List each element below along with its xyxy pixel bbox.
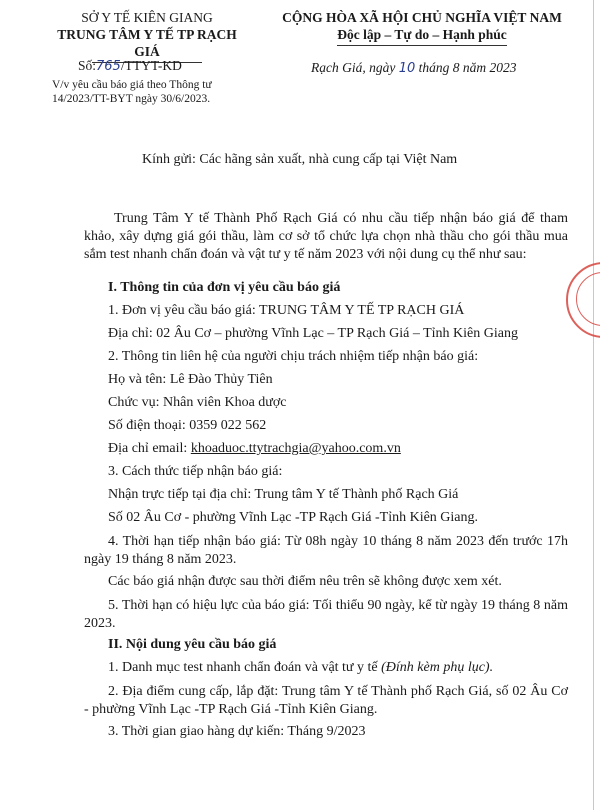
seal-inner-ring — [576, 272, 600, 326]
section-2-item-1-attachment: (Đính kèm phụ lục). — [381, 660, 494, 675]
email-label: Địa chỉ email: — [108, 441, 191, 456]
section-2-item-3: 3. Thời gian giao hàng dự kiến: Tháng 9/2023 — [108, 724, 366, 739]
date-day-handwritten: 10 — [398, 61, 416, 76]
issuer-name: TRUNG TÂM Y TẾ TP RẠCH GIÁ — [57, 27, 237, 59]
document-subject — [52, 78, 212, 106]
national-motto: Độc lập – Tự do – Hạnh phúc — [337, 27, 507, 42]
doc-number-handwritten: 765 — [96, 59, 121, 74]
date-before: Rạch Giá, ngày — [311, 60, 399, 75]
section-1-item-2: 2. Thông tin liên hệ của người chịu trách nhiệm tiếp nhận báo giá: — [108, 349, 479, 364]
subject-line-1: V/v yêu cầu báo giá theo Thông tư — [52, 79, 212, 91]
national-header — [274, 9, 570, 46]
subject-line-2: 14/2023/TT-BYT ngày 30/6/2023. — [52, 93, 211, 105]
section-2-item-1 — [108, 660, 493, 676]
contact-email — [108, 441, 401, 457]
section-1-item-1: 1. Đơn vị yêu cầu báo giá: TRUNG TÂM Y TẾ TP RẠCH GIÁ — [108, 303, 465, 318]
section-2-item-1-text: 1. Danh mục test nhanh chẩn đoán và vật tư y tế — [108, 660, 382, 675]
contact-phone: Số điện thoại: 0359 022 562 — [108, 418, 267, 433]
requester-address: Địa chỉ: 02 Âu Cơ – phường Vĩnh Lạc – TP Rạch Giá – Tỉnh Kiên Giang — [108, 326, 518, 341]
date-after: tháng 8 năm 2023 — [415, 60, 517, 75]
doc-number-suffix: /TTYT-KD — [120, 58, 182, 73]
intro-paragraph: Trung Tâm Y tế Thành Phố Rạch Giá có nhu cầu tiếp nhận báo giá để tham khảo, xây dựng giá gói thầu, làm cơ sở tổ chức lựa chọn nhà thầu cho gói thầu mua sắm test nhanh chẩn đoán và vật tư y tế năm 2023 với nội dung cụ thể như sau: — [84, 211, 568, 262]
issuer-department: SỞ Y TẾ KIÊN GIANG — [81, 10, 213, 25]
document-number — [78, 58, 182, 74]
receive-method-1: Nhận trực tiếp tại địa chỉ: Trung tâm Y tế Thành phố Rạch Giá — [108, 487, 459, 502]
contact-position: Chức vụ: Nhân viên Khoa dược — [108, 395, 287, 410]
contact-name: Họ và tên: Lê Đào Thủy Tiên — [108, 372, 273, 387]
salutation: Kính gửi: Các hãng sản xuất, nhà cung cấp tại Việt Nam — [142, 152, 458, 167]
receive-method-2: Số 02 Âu Cơ - phường Vĩnh Lạc -TP Rạch Giá -Tỉnh Kiên Giang. — [108, 510, 479, 525]
motto-underline — [337, 45, 507, 46]
section-1-item-5: 5. Thời hạn có hiệu lực của báo giá: Tối thiểu 90 ngày, kể từ ngày 19 tháng 8 năm 2023. — [84, 598, 568, 631]
issuer-header — [52, 9, 242, 63]
email-link[interactable]: khoaduoc.ttytrachgia@yahoo.com.vn — [190, 441, 401, 456]
late-quote-note: Các báo giá nhận được sau thời điểm nêu trên sẽ không được xem xét. — [108, 574, 502, 589]
section-1-heading: I. Thông tin của đơn vị yêu cầu báo giá — [108, 280, 341, 295]
national-title: CỘNG HÒA XÃ HỘI CHỦ NGHĨA VIỆT NAM — [282, 10, 562, 25]
section-2-item-2: 2. Địa điểm cung cấp, lắp đặt: Trung tâm Y tế Thành phố Rạch Giá, số 02 Âu Cơ - phường Vĩnh Lạc -TP Rạch Giá -Tỉnh Kiên Giang. — [84, 684, 568, 717]
section-1-item-4: 4. Thời hạn tiếp nhận báo giá: Từ 08h ngày 10 tháng 8 năm 2023 đến trước 17h ngày 19 tháng 8 năm 2023. — [84, 534, 568, 567]
doc-number-prefix: Số: — [78, 58, 97, 73]
page-edge-line — [593, 0, 594, 810]
section-1-item-3: 3. Cách thức tiếp nhận báo giá: — [108, 464, 283, 479]
section-2-heading: II. Nội dung yêu cầu báo giá — [108, 637, 277, 652]
date-line — [311, 60, 517, 76]
official-seal-stamp — [566, 262, 600, 338]
